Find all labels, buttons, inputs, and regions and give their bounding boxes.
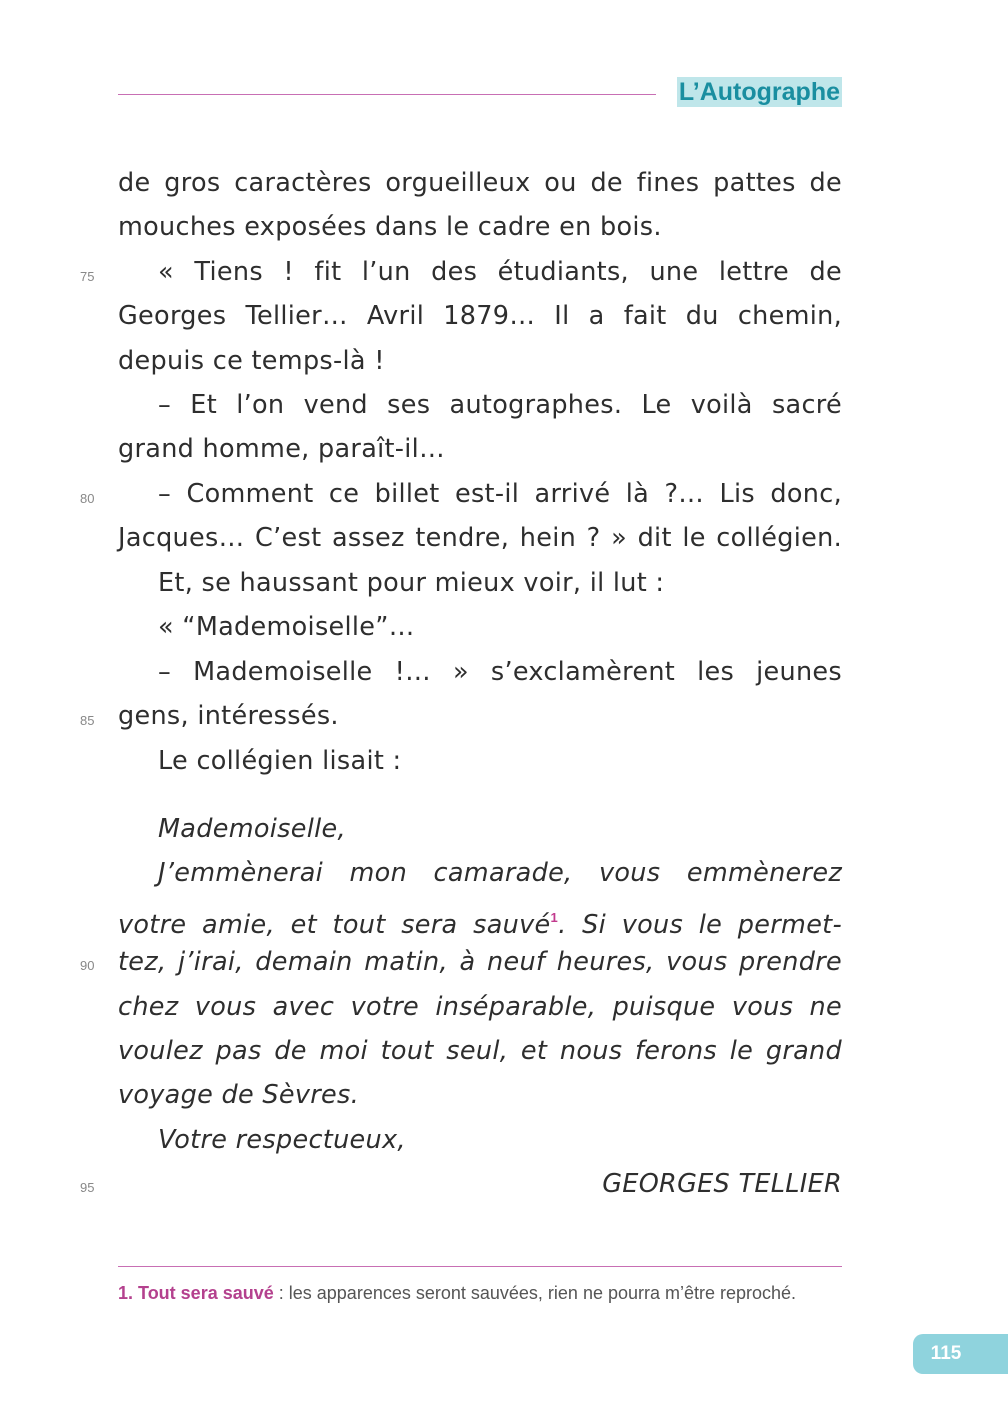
letter-line: tez, j’irai, demain matin, à neuf heures, vous prendre [118, 947, 842, 977]
letter-signature: GEORGES TELLIER [602, 1169, 842, 1199]
line-number-95: 95 [80, 1180, 95, 1195]
letter-salutation: Mademoiselle, [158, 814, 346, 844]
letter-text: . Si vous le permet- [558, 910, 842, 940]
text-line: gens, intéressés. [118, 701, 339, 731]
footnote-rule [118, 1266, 842, 1267]
line-number-75: 75 [80, 269, 95, 284]
letter-line: chez vous avec votre inséparable, puisque vous ne [118, 992, 842, 1022]
footnote [118, 1282, 842, 1304]
letter-closing: Votre respectueux, [158, 1125, 406, 1155]
text-line: – Comment ce billet est-il arrivé là ?… Lis donc, [158, 479, 842, 509]
line-number-85: 85 [80, 713, 95, 728]
text-line: grand homme, paraît-il… [118, 434, 445, 464]
text-line: Jacques… C’est assez tendre, hein ? » dit le collégien. [118, 523, 842, 553]
text-line: – Mademoiselle !… » s’exclamèrent les jeunes [158, 657, 842, 687]
footnote-reference[interactable]: 1 [550, 910, 559, 925]
text-line: mouches exposées dans le cadre en bois. [118, 212, 662, 242]
text-line: depuis ce temps-là ! [118, 346, 385, 376]
footnote-text: : les apparences seront sauvées, rien ne pourra m’être reproché. [273, 1283, 797, 1303]
line-number-80: 80 [80, 491, 95, 506]
letter-line: voyage de Sèvres. [118, 1080, 359, 1110]
page-number: 115 [930, 1343, 962, 1364]
footnote-number: 1. [118, 1283, 134, 1303]
text-line: – Et l’on vend ses autographes. Le voilà sacré [158, 390, 842, 420]
text-line: Georges Tellier… Avril 1879… Il a fait du chemin, [118, 301, 842, 331]
text-line: Et, se haussant pour mieux voir, il lut : [158, 568, 665, 598]
header-rule [118, 94, 656, 95]
line-number-90: 90 [80, 958, 95, 973]
text-line: « Tiens ! fit l’un des étudiants, une lettre de [158, 257, 842, 287]
letter-line: voulez pas de moi tout seul, et nous ferons le grand [118, 1036, 842, 1066]
text-line: « “Mademoiselle”… [158, 612, 415, 642]
letter-line: J’emmènerai mon camarade, vous emmènerez [158, 858, 842, 888]
footnote-term: Tout sera sauvé [138, 1283, 274, 1303]
text-line: Le collégien lisait : [158, 746, 402, 776]
letter-line [118, 903, 842, 940]
text-line: de gros caractères orgueilleux ou de fines pattes de [118, 168, 842, 198]
chapter-title: L’Autographe [678, 78, 840, 106]
letter-text: votre amie, et tout sera sauvé [118, 910, 551, 940]
